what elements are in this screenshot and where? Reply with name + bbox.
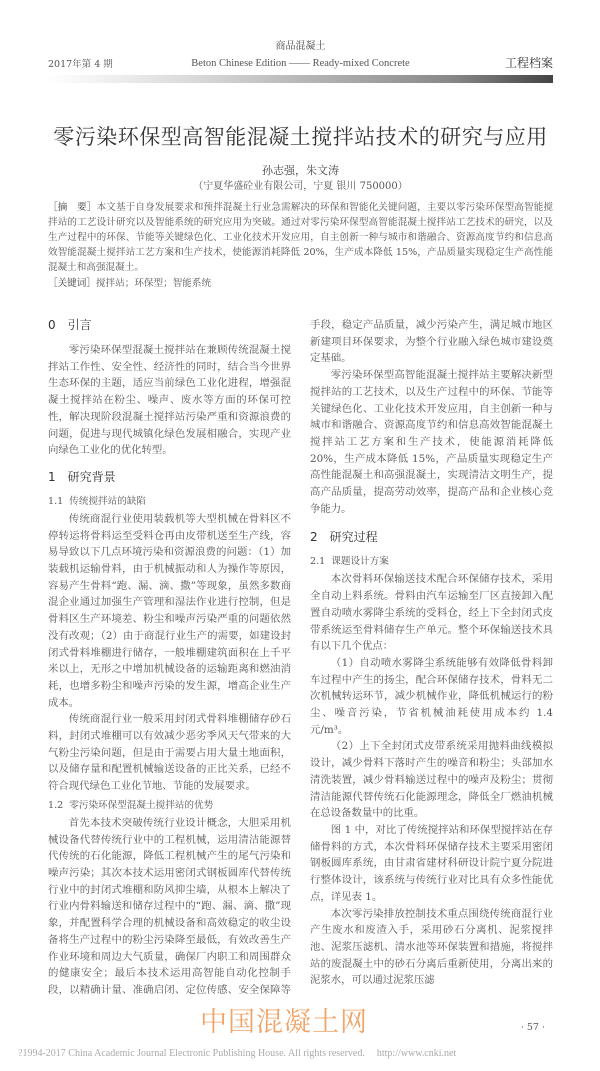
paragraph: 传统商混行业使用装载机等大型机械在骨料区不停转运将骨料运至受料仓再由皮带机送至生产线，容易导致以下几点环境污染和资源浪费的问题：（1）加装载机运输骨料，由于机械振动和人为操作等原因，容易产生骨料“跑、漏、滴、撒”等现象，虽然多数商混企业通过加强生产管理和湿法作业进行控制，但是骨料区生产环境差、粉尘和噪声污染严重的问题依然没有改观；（2）由于商混行业生产的需要，如建设封闭式骨料堆棚进行储存，一般堆棚建筑面积在上千平米以上，无形之中增加机械设备的运输距离和燃油消耗，也增多粉尘和噪声污染的发生源，增高企业生产成本。 [48, 512, 291, 709]
section-title: 研究过程 [329, 530, 378, 545]
paragraph: 本次零污染排放控制技术重点围绕传统商混行业产生废水和废渣入手，采用砂石分离机、泥浆搅拌池、泥浆压滤机、清水池等环保装置和措施，将搅拌站的废混凝土中的砂石分离后重新使用，分离出来的泥浆水，可以通过泥浆压滤 [310, 907, 553, 987]
section-title: 引言 [67, 318, 92, 332]
subsection-number: 2.1 [310, 556, 326, 568]
header-gradient-bar [48, 75, 553, 83]
section-heading [310, 529, 553, 546]
article-affiliation: （宁夏华盛砼业有限公司，宁夏 银川 750000） [193, 181, 408, 192]
subsection-title: 传统搅拌站的缺陷 [69, 495, 147, 507]
keywords-text: 搅拌站；环保型；智能系统 [95, 278, 212, 289]
paragraph: 零污染环保型高智能混凝土搅拌站主要解决新型搅拌站的工艺技术，以及生产过程中的环保、节能等关键绿色化、工业化技术开发应用，自主创新一种与城市和谐融合、资源高度节约和信息高效智能混凝土搅拌站工艺方案和生产技术，使能源消耗降低 20%，生产成本降低 15%，产品质量实现稳定生产高性能混凝土和高强混凝土，实现清洁文明生产，提高产品质量，提高劳动效率，提高产品和企业核心竞争能力。 [310, 369, 553, 515]
abstract-label: ［摘 要］ [48, 202, 97, 213]
footer [48, 1007, 553, 1047]
copyright-line [18, 1047, 578, 1061]
paragraph: 图 1 中，对比了传统搅拌站和环保型搅拌站在存储骨料的方式，本次骨料环保储存技术主要采用密闭钢板圆库系统，由甘肃省建材科研设计院宁夏分院进行整体设计，该系统与传统行业对比具有众多性能优点，详见表 1。 [310, 823, 553, 903]
section-title: 研究背景 [67, 469, 116, 484]
subsection-title: 零污染环保型混凝土搅拌站的优势 [69, 799, 214, 811]
subsection-heading [48, 798, 291, 813]
subsection-heading [310, 554, 553, 569]
abstract [48, 200, 553, 275]
keywords [48, 276, 553, 291]
body-columns [48, 317, 553, 999]
issue-label: 2017年第 4 期 [48, 59, 113, 70]
subsection-heading [48, 494, 291, 509]
running-header [48, 56, 553, 72]
paragraph: （2）上下全封闭式皮带系统采用抛料曲线模拟设计，减少骨料下落时产生的噪音和粉尘；头部加水清洗装置，减少骨料输送过程中的噪声及粉尘；贯彻清洁能源代替传统石化能源理念，降低全厂燃油机械在总设备数量中的比重。 [310, 740, 553, 820]
column-label: 工程档案 [504, 56, 553, 70]
paragraph: 首先本技术突破传统行业设计概念，大胆采用机械设备代替传统行业中的工程机械，运用清洁能源替代传统的石化能源，降低工程机械产生的尾气污染和噪声污染；其次本技术运用密闭式钢板圆库代替传统行业中的封闭式堆棚和防风抑尘墙，从根本上解决了行业内骨料输送和储存过程中的“跑、漏、滴、撒”现象，并配置科学合理的机械设备和高效稳定的收尘设备将生产过程中的粉尘污染降至最低，有效改善生产作业环境和周边大气质量，确保厂内职工和周围群众的健康安全；最后本技术运用高智能自动化控制手段，以精确计量、准确启闭、定位传感、安全保障等手段，稳定产品质量，减少污染产生，满足城市地区新建项目环保要求，为整个行业融入绿色城市建设奠定基础。 [48, 319, 553, 996]
section-number: 0 [48, 318, 56, 332]
subsection-number: 1.2 [48, 799, 64, 811]
journal-name-en: Beton Chinese Edition —— Ready-mixed Concrete [191, 58, 410, 69]
abstract-text: 本文基于自身发展要求和预拌混凝土行业急需解决的环保和智能化关键问题，主要以零污染环保型高智能搅拌站的工艺设计研究以及智能系统的研究应用为突破。通过对零污染环保型高智能混凝土搅拌站工艺技术的研究，以及生产过程中的环保、节能等关键绿色化、工业化技术开发应用，自主创新一种与城市和谐融合、资源高度节约和信息高效智能混凝土搅拌站工艺方案和生产技术，使能源消耗降低 20%，生产成本降低 15%，产品质量实现稳定生产高性能混凝土和高强混凝土。 [48, 202, 554, 273]
keywords-label: ［关键词］ [48, 278, 96, 289]
paragraph: 本次骨料环保输送技术配合环保储存技术，采用全自动上料系统。骨料由汽车运输至厂区直接卸入配置自动喷水雾降尘系统的受料仓，经上下全封闭式皮带系统运至骨料储存生产单元。整个环保输送技术具有以下几个优点： [310, 573, 553, 653]
section-number: 2 [310, 530, 318, 545]
paragraph: 零污染环保型混凝土搅拌站在兼顾传统混凝土搅拌站工作性、安全性、经济性的同时，结合当今世界生态环保的主题，适应当前绿色工业化进程，增强混凝土搅拌站在粉尘、噪声、废水等方面的环保可控性，解决现阶段混凝土搅拌站污染严重和资源浪费的问题，促进与现代城镇化绿色发展相融合，实现产业向绿色工业化的优化转型。 [48, 344, 291, 457]
section-heading [48, 317, 291, 334]
article-title: 零污染环保型高智能混凝土搅拌站技术的研究与应用 [53, 125, 548, 149]
watermark-logo: 中国混凝土网 [200, 1006, 368, 1038]
journal-name-cn: 商品混凝土 [275, 41, 326, 52]
copyright-text: ?1994-2017 China Academic Journal Electronic Publishing House. All rights reserved. [18, 1047, 365, 1059]
subsection-title: 课题设计方案 [331, 556, 389, 568]
paragraph: 传统商混行业一般采用封闭式骨料堆棚储存砂石料，封闭式堆棚可以有效减少恶劣季风天气带来的大气粉尘污染问题，但是由于需要占用大量土地面积，以及储存量和配置机械输送设备的正比关系，已经不符合现代绿色工业化节地、节能的发展要求。 [48, 713, 291, 793]
section-heading [48, 469, 291, 486]
page-number: · 57 · [520, 1021, 545, 1033]
cnki-link[interactable]: http://www.cnki.net [376, 1047, 457, 1059]
subsection-number: 1.1 [48, 495, 64, 507]
paragraph: （1）自动喷水雾降尘系统能够有效降低骨料卸车过程中产生的扬尘，配合环保储存技术，骨料无二次机械转运环节，减少机械作业，降低机械运行的粉尘、噪音污染，节省机械油耗使用成本约 1.4元/m³。 [310, 656, 553, 736]
section-number: 1 [48, 469, 56, 484]
article-authors: 孙志强，朱文涛 [262, 164, 339, 177]
